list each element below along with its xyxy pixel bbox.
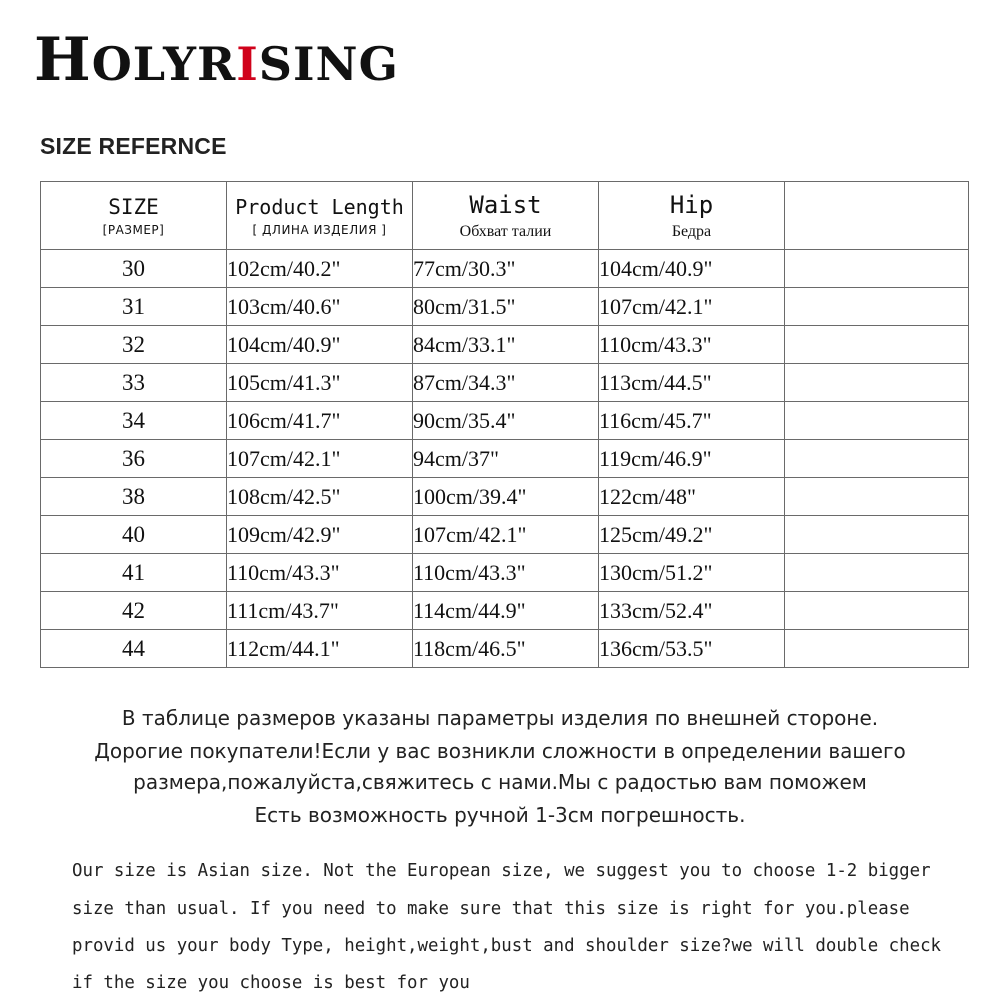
russian-note-line-3: размера,пожалуйста,свяжитесь с нами.Мы с радостью вам поможем	[133, 770, 867, 794]
cell-waist: 94cm/37"	[413, 440, 599, 478]
cell-waist: 80cm/31.5"	[413, 288, 599, 326]
english-note-line-1: Our size is Asian size. Not the European size, we suggest you to choose 1-2 bigger	[72, 861, 931, 881]
table-row	[41, 554, 969, 592]
logo-letter-h: H	[34, 25, 92, 95]
logo-letter-i-red: I	[236, 37, 259, 91]
cell-hip: 133cm/52.4"	[599, 592, 785, 630]
table-row	[41, 326, 969, 364]
cell-hip: 130cm/51.2"	[599, 554, 785, 592]
cell-waist: 90cm/35.4"	[413, 402, 599, 440]
table-row	[41, 440, 969, 478]
cell-size: 30	[41, 250, 227, 288]
cell-waist: 77cm/30.3"	[413, 250, 599, 288]
cell-empty	[785, 554, 969, 592]
cell-hip: 107cm/42.1"	[599, 288, 785, 326]
english-note-line-3: provid us your body Type, height,weight,bust and shoulder size?we will double check	[72, 936, 942, 956]
cell-empty	[785, 326, 969, 364]
cell-empty	[785, 402, 969, 440]
cell-size: 40	[41, 516, 227, 554]
header-hip-sub: Бедра	[671, 222, 712, 240]
table-row	[41, 250, 969, 288]
cell-length: 102cm/40.2"	[227, 250, 413, 288]
cell-length: 107cm/42.1"	[227, 440, 413, 478]
russian-note-line-4: Есть возможность ручной 1-3см погрешность.	[254, 803, 746, 827]
cell-waist: 110cm/43.3"	[413, 554, 599, 592]
table-row	[41, 364, 969, 402]
cell-length: 108cm/42.5"	[227, 478, 413, 516]
cell-size: 38	[41, 478, 227, 516]
page-title: SIZE REFERNCE	[40, 133, 227, 159]
cell-size: 36	[41, 440, 227, 478]
cell-hip: 113cm/44.5"	[599, 364, 785, 402]
russian-note-line-2: Дорогие покупатели!Если у вас возникли сложности в определении вашего	[94, 739, 906, 763]
table-row	[41, 288, 969, 326]
cell-empty	[785, 364, 969, 402]
russian-note-line-1: В таблице размеров указаны параметры изделия по внешней стороне.	[121, 706, 879, 730]
cell-length: 112cm/44.1"	[227, 630, 413, 668]
cell-hip: 110cm/43.3"	[599, 326, 785, 364]
table-row	[41, 630, 969, 668]
cell-waist: 107cm/42.1"	[413, 516, 599, 554]
header-hip-label: Hip	[669, 190, 714, 219]
cell-size: 34	[41, 402, 227, 440]
cell-waist: 84cm/33.1"	[413, 326, 599, 364]
cell-hip: 122cm/48"	[599, 478, 785, 516]
header-size-sub: [РАЗМЕР]	[102, 222, 165, 237]
cell-empty	[785, 250, 969, 288]
size-table	[40, 181, 969, 668]
header-waist	[413, 182, 599, 250]
cell-hip: 125cm/49.2"	[599, 516, 785, 554]
cell-empty	[785, 592, 969, 630]
cell-empty	[785, 440, 969, 478]
header-size	[41, 182, 227, 250]
table-header-row	[41, 182, 969, 250]
logo-part-olyr: OLYR	[91, 37, 237, 91]
cell-waist: 114cm/44.9"	[413, 592, 599, 630]
header-waist-label: Waist	[469, 190, 542, 219]
english-note-line-2: size than usual. If you need to make sure that this size is right for you.please	[72, 899, 910, 919]
table-row	[41, 516, 969, 554]
cell-size: 44	[41, 630, 227, 668]
table-row	[41, 402, 969, 440]
cell-empty	[785, 516, 969, 554]
cell-length: 109cm/42.9"	[227, 516, 413, 554]
cell-length: 105cm/41.3"	[227, 364, 413, 402]
cell-length: 110cm/43.3"	[227, 554, 413, 592]
header-empty	[785, 182, 969, 250]
cell-size: 33	[41, 364, 227, 402]
cell-size: 32	[41, 326, 227, 364]
header-length	[227, 182, 413, 250]
cell-empty	[785, 478, 969, 516]
cell-waist: 118cm/46.5"	[413, 630, 599, 668]
cell-size: 31	[41, 288, 227, 326]
cell-waist: 100cm/39.4"	[413, 478, 599, 516]
cell-size: 42	[41, 592, 227, 630]
header-hip	[599, 182, 785, 250]
cell-length: 111cm/43.7"	[227, 592, 413, 630]
table-row	[41, 478, 969, 516]
header-length-label: Product Length	[235, 194, 404, 219]
cell-empty	[785, 630, 969, 668]
cell-empty	[785, 288, 969, 326]
brand-logo	[34, 25, 399, 95]
cell-hip: 104cm/40.9"	[599, 250, 785, 288]
cell-hip: 116cm/45.7"	[599, 402, 785, 440]
cell-size: 41	[41, 554, 227, 592]
cell-hip: 136cm/53.5"	[599, 630, 785, 668]
english-note-line-4: if the size you choose is best for you	[72, 973, 470, 993]
header-size-label: SIZE	[108, 194, 159, 219]
cell-hip: 119cm/46.9"	[599, 440, 785, 478]
logo-part-sing: SING	[258, 37, 399, 91]
header-length-sub: [ ДЛИНА ИЗДЕЛИЯ ]	[252, 222, 387, 237]
cell-length: 106cm/41.7"	[227, 402, 413, 440]
header-waist-sub: Обхват талии	[459, 222, 552, 240]
cell-waist: 87cm/34.3"	[413, 364, 599, 402]
cell-length: 103cm/40.6"	[227, 288, 413, 326]
table-row	[41, 592, 969, 630]
cell-length: 104cm/40.9"	[227, 326, 413, 364]
